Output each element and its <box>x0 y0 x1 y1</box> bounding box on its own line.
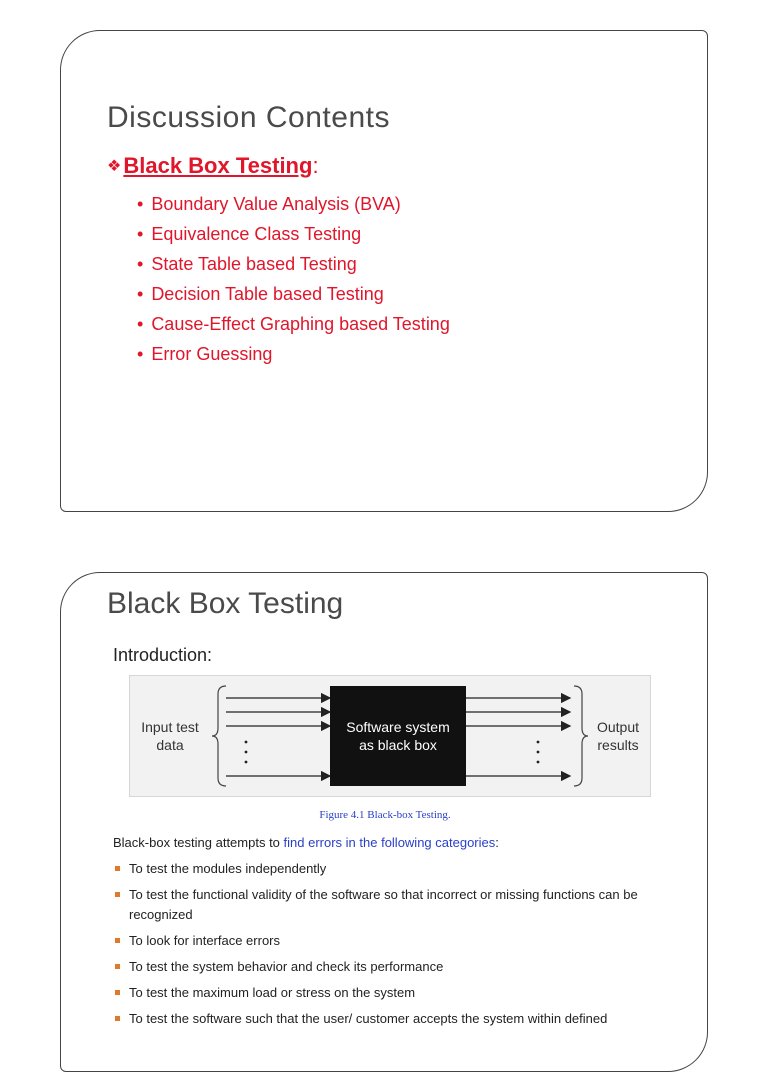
category-list <box>113 859 693 1035</box>
input-label-line2: data <box>156 737 184 753</box>
slide-title: Discussion Contents <box>107 101 390 134</box>
ellipsis-dot <box>245 751 248 754</box>
black-box-diagram <box>130 676 652 798</box>
list-item: To test the system behavior and check its performance <box>113 957 693 977</box>
ellipsis-dot <box>537 751 540 754</box>
input-label-line1: Input test <box>141 719 199 735</box>
intro-heading: Introduction: <box>113 645 213 665</box>
list-item: • Boundary Value Analysis (BVA) <box>137 189 450 219</box>
black-box-figure <box>129 675 651 797</box>
list-item: • State Table based Testing <box>137 249 450 279</box>
list-item: To look for interface errors <box>113 931 693 951</box>
ellipsis-dot <box>537 761 540 764</box>
section-heading-label: Black Box Testing <box>123 153 313 178</box>
box-label-line2: as black box <box>359 737 437 753</box>
diamond-arrow-icon: ❖ <box>107 158 122 175</box>
box-label-line1: Software system <box>346 719 450 735</box>
list-item: • Cause-Effect Graphing based Testing <box>137 309 450 339</box>
ellipsis-dot <box>537 741 540 744</box>
output-brace <box>574 686 588 786</box>
input-brace <box>212 686 226 786</box>
black-box <box>330 686 466 786</box>
paragraph-colon: : <box>495 835 499 850</box>
ellipsis-dot <box>245 741 248 744</box>
slide-black-box-testing <box>60 572 708 1072</box>
section-heading-colon: : <box>312 153 319 178</box>
list-item: To test the modules independently <box>113 859 693 879</box>
paragraph-highlight: find errors in the following categories <box>283 835 496 850</box>
ellipsis-dot <box>245 761 248 764</box>
output-label-line2: results <box>597 737 639 753</box>
slide-discussion-contents <box>60 30 708 512</box>
list-item: To test the maximum load or stress on the system <box>113 983 693 1003</box>
figure-caption: Figure 4.1 Black-box Testing. <box>319 809 451 821</box>
list-item: To test the functional validity of the software so that incorrect or missing functions can be recognized <box>113 885 693 925</box>
slide-title: Black Box Testing <box>107 587 344 620</box>
intro-paragraph <box>113 835 499 850</box>
output-label-line1: Output <box>596 719 640 735</box>
topic-list <box>137 189 450 369</box>
paragraph-text: Black-box testing attempts to <box>113 835 284 850</box>
list-item: • Equivalence Class Testing <box>137 219 450 249</box>
section-heading <box>107 153 319 179</box>
list-item: • Error Guessing <box>137 339 450 369</box>
list-item: • Decision Table based Testing <box>137 279 450 309</box>
list-item: To test the software such that the user/ customer accepts the system within defined <box>113 1009 693 1029</box>
